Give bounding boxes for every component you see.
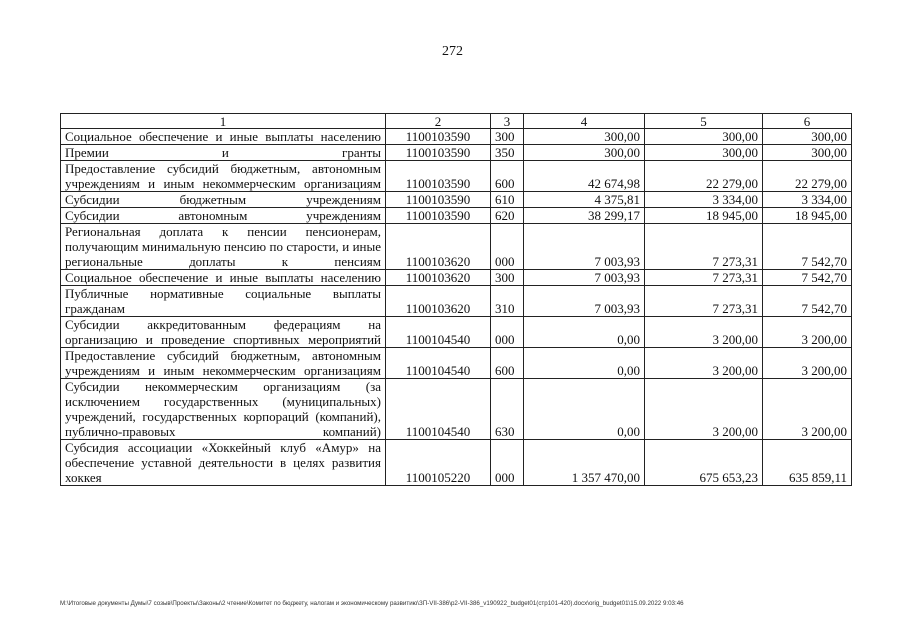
- amount-col6: 22 279,00: [763, 161, 852, 192]
- target-code: 1100104540: [386, 317, 491, 348]
- table-row: [61, 317, 852, 348]
- item-name: Премии и гранты: [61, 145, 386, 161]
- table-row: [61, 129, 852, 145]
- amount-col6: 7 542,70: [763, 270, 852, 286]
- expense-type-code: 620: [491, 208, 524, 224]
- column-header: 5: [645, 114, 763, 129]
- expense-type-code: 000: [491, 317, 524, 348]
- expense-type-code: 310: [491, 286, 524, 317]
- header-row: [61, 114, 852, 129]
- expense-type-code: 350: [491, 145, 524, 161]
- amount-col6: 7 542,70: [763, 286, 852, 317]
- amount-col4: 7 003,93: [524, 270, 645, 286]
- target-code: 1100104540: [386, 379, 491, 440]
- amount-col4: 300,00: [524, 145, 645, 161]
- table-row: [61, 379, 852, 440]
- column-header: 2: [386, 114, 491, 129]
- amount-col6: 3 200,00: [763, 317, 852, 348]
- expense-type-code: 630: [491, 379, 524, 440]
- target-code: 1100105220: [386, 440, 491, 486]
- amount-col4: 0,00: [524, 348, 645, 379]
- page-number: 272: [442, 44, 463, 59]
- item-name: Социальное обеспечение и иные выплаты населению: [61, 270, 386, 286]
- expense-type-code: 300: [491, 270, 524, 286]
- table-row: [61, 286, 852, 317]
- amount-col6: 3 200,00: [763, 379, 852, 440]
- amount-col5: 7 273,31: [645, 270, 763, 286]
- amount-col6: 7 542,70: [763, 224, 852, 270]
- table-row: [61, 270, 852, 286]
- table-row: [61, 440, 852, 486]
- amount-col4: 1 357 470,00: [524, 440, 645, 486]
- expense-type-code: 600: [491, 348, 524, 379]
- item-name: Субсидии автономным учреждениям: [61, 208, 386, 224]
- amount-col4: 7 003,93: [524, 224, 645, 270]
- amount-col5: 7 273,31: [645, 286, 763, 317]
- amount-col5: 3 200,00: [645, 348, 763, 379]
- amount-col4: 38 299,17: [524, 208, 645, 224]
- amount-col5: 22 279,00: [645, 161, 763, 192]
- table-row: [61, 161, 852, 192]
- column-header: 6: [763, 114, 852, 129]
- target-code: 1100103590: [386, 208, 491, 224]
- table-row: [61, 145, 852, 161]
- amount-col5: 3 334,00: [645, 192, 763, 208]
- target-code: 1100103620: [386, 286, 491, 317]
- amount-col4: 0,00: [524, 379, 645, 440]
- target-code: 1100103590: [386, 192, 491, 208]
- expense-type-code: 000: [491, 440, 524, 486]
- amount-col6: 3 200,00: [763, 348, 852, 379]
- amount-col6: 18 945,00: [763, 208, 852, 224]
- column-header: 4: [524, 114, 645, 129]
- target-code: 1100103590: [386, 129, 491, 145]
- item-name: Региональная доплата к пенсии пенсионерам, получающим минимальную пенсию по старости, и иные региональные доплаты к пенсиям: [61, 224, 386, 270]
- expense-type-code: 000: [491, 224, 524, 270]
- column-header: 3: [491, 114, 524, 129]
- item-name: Публичные нормативные социальные выплаты гражданам: [61, 286, 386, 317]
- amount-col5: 3 200,00: [645, 317, 763, 348]
- amount-col4: 300,00: [524, 129, 645, 145]
- amount-col6: 635 859,11: [763, 440, 852, 486]
- amount-col6: 300,00: [763, 145, 852, 161]
- amount-col5: 300,00: [645, 129, 763, 145]
- table-row: [61, 224, 852, 270]
- target-code: 1100103590: [386, 161, 491, 192]
- table-row: [61, 208, 852, 224]
- amount-col5: 7 273,31: [645, 224, 763, 270]
- target-code: 1100104540: [386, 348, 491, 379]
- item-name: Предоставление субсидий бюджетным, автономным учреждениям и иным некоммерческим организациям: [61, 161, 386, 192]
- item-name: Предоставление субсидий бюджетным, автономным учреждениям и иным некоммерческим организациям: [61, 348, 386, 379]
- column-header: 1: [61, 114, 386, 129]
- table-row: [61, 192, 852, 208]
- amount-col4: 4 375,81: [524, 192, 645, 208]
- amount-col5: 18 945,00: [645, 208, 763, 224]
- amount-col5: 675 653,23: [645, 440, 763, 486]
- document-path-footer: M:\Итоговые документы Думы\7 созыв\Проекты\Законы\2 чтение\Комитет по бюджету, налогам и экономическому развитию\ЗП-VII-386\p2-VII-386_v190922_budget01(стр101-420).docx\orig_budget01\15.09.2022 9:03:46: [60, 600, 684, 607]
- item-name: Субсидии некоммерческим организациям (за исключением государственных (муниципальных) учреждений, государственных корпораций (компаний), публично-правовых компаний): [61, 379, 386, 440]
- amount-col5: 3 200,00: [645, 379, 763, 440]
- amount-col4: 0,00: [524, 317, 645, 348]
- budget-table: [60, 113, 852, 486]
- item-name: Социальное обеспечение и иные выплаты населению: [61, 129, 386, 145]
- expense-type-code: 300: [491, 129, 524, 145]
- target-code: 1100103620: [386, 224, 491, 270]
- amount-col6: 300,00: [763, 129, 852, 145]
- item-name: Субсидии бюджетным учреждениям: [61, 192, 386, 208]
- table-row: [61, 348, 852, 379]
- item-name: Субсидия ассоциации «Хоккейный клуб «Амур» на обеспечение уставной деятельности в целях развития хоккея: [61, 440, 386, 486]
- amount-col6: 3 334,00: [763, 192, 852, 208]
- amount-col4: 42 674,98: [524, 161, 645, 192]
- item-name: Субсидии аккредитованным федерациям на организацию и проведение спортивных мероприятий: [61, 317, 386, 348]
- amount-col5: 300,00: [645, 145, 763, 161]
- expense-type-code: 600: [491, 161, 524, 192]
- target-code: 1100103620: [386, 270, 491, 286]
- target-code: 1100103590: [386, 145, 491, 161]
- amount-col4: 7 003,93: [524, 286, 645, 317]
- expense-type-code: 610: [491, 192, 524, 208]
